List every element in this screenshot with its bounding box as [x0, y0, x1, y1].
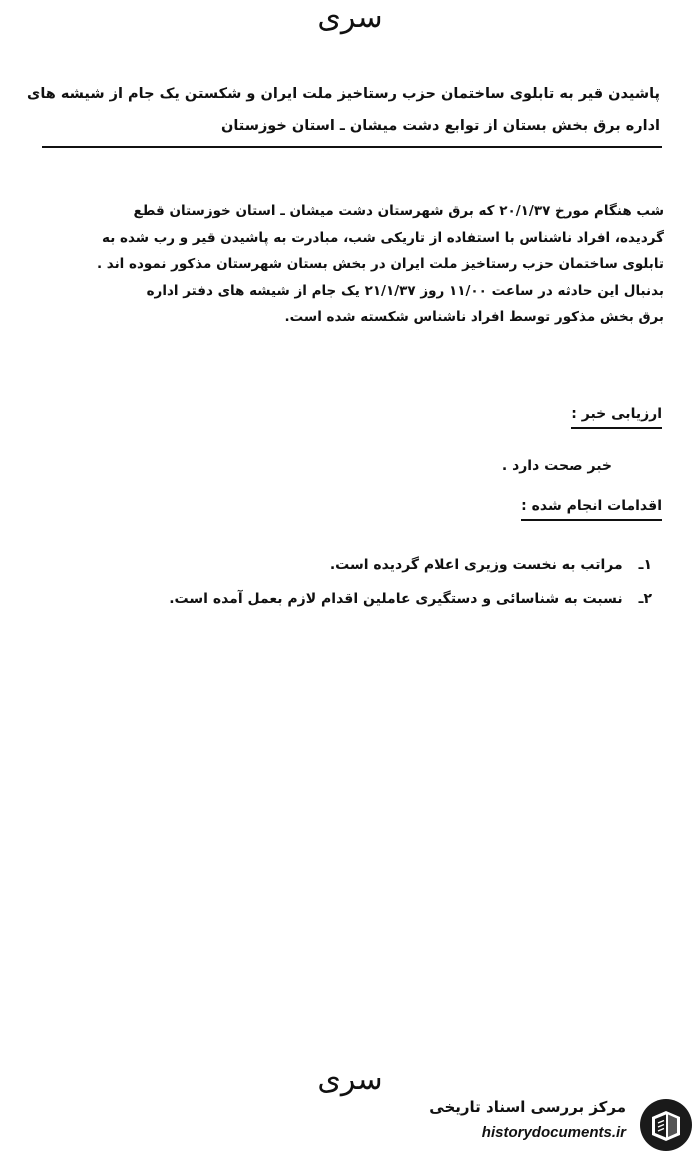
subject-line: پاشیدن قیر به تابلوی ساختمان حزب رستاخیز ملت ایران و شکستن یک جام از شیشه های — [27, 86, 660, 102]
archive-watermark — [418, 1094, 700, 1156]
list-item-text: نسبت به شناسائی و دستگیری عاملین اقدام لازم بعمل آمده است. — [169, 591, 623, 607]
list-item — [40, 582, 652, 616]
evaluation-heading: ارزیابی خبر : — [571, 402, 662, 429]
list-item — [40, 548, 652, 582]
actions-list — [40, 548, 652, 616]
classification-stamp-top: سری — [317, 0, 383, 35]
watermark-url: historydocuments.ir — [481, 1124, 626, 1141]
body-line: بدنبال این حادثه در ساعت ۱۱/۰۰ روز ۲۱/۱/۳۷ یک جام از شیشه های دفتر اداره — [146, 282, 664, 299]
list-item-number: ۲ـ — [638, 591, 652, 607]
subject-underline — [42, 146, 662, 148]
book-emblem-icon — [638, 1097, 694, 1153]
watermark-title: مرکز بررسی اسناد تاریخی — [429, 1098, 626, 1116]
body-line: شب هنگام مورخ ۲۰/۱/۳۷ که برق شهرستان دشت میشان ـ استان خوزستان قطع — [133, 203, 664, 219]
document-subject — [27, 78, 660, 142]
list-item-number: ۱ـ — [638, 557, 652, 573]
evaluation-result: خبر صحت دارد . — [501, 458, 612, 474]
classification-stamp-bottom: سری — [317, 1062, 383, 1097]
list-item-text: مراتب به نخست وزیری اعلام گردیده است. — [329, 557, 623, 573]
document-body — [36, 198, 664, 331]
body-line: گردیده، افراد ناشناس با استفاده از تاریکی شب، مبادرت به پاشیدن قیر و رب شده به — [102, 229, 664, 246]
body-line: برق بخش مذکور توسط افراد ناشناس شکسته شده است. — [284, 309, 664, 325]
actions-heading: اقدامات انجام شده : — [521, 494, 662, 521]
subject-line: اداره برق بخش بستان از توابع دشت میشان ـ استان خوزستان — [220, 118, 660, 134]
body-line: تابلوی ساختمان حزب رستاخیز ملت ایران در بخش بستان شهرستان مذکور نموده اند . — [96, 256, 664, 272]
